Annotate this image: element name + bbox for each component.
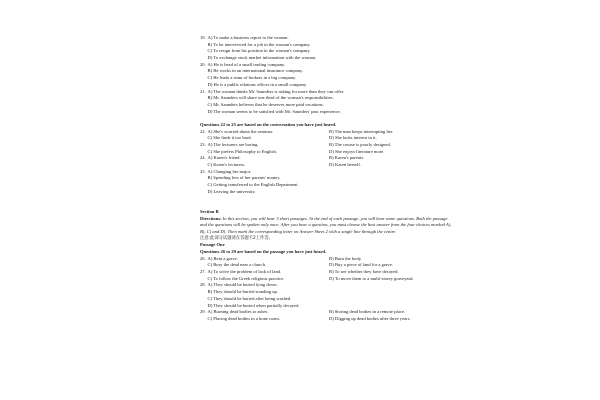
option-d: D) Digging up dead bodies after three years. [329,315,411,321]
section-b-directions [200,216,452,236]
question-19-line-c [200,48,460,55]
question-number: 22. [200,128,206,134]
spacer [200,196,460,203]
option-b: B) Mr. Saunders will share one third of the woman's responsibilities. [207,95,334,101]
question-28-line-d [200,303,460,310]
option-c: C) To follow the Greek religious practice. [207,275,285,281]
question-25-line-a [200,169,460,176]
question-20-line-c [200,75,460,82]
passage-one-title: Passage One [200,242,225,248]
option-c: C) Bury the dead near a church. [207,262,267,268]
question-20-line-b [200,68,460,75]
question-27-row-2 [200,276,460,283]
question-20-line-a [200,62,460,69]
question-number: 24. [200,155,206,161]
option-a: A) Rent a grave. [207,255,238,261]
question-25-line-c [200,182,460,189]
question-19-line-a [200,35,460,42]
exam-page [200,35,460,323]
question-24-row-2 [200,162,460,169]
option-c: C) Placing dead bodies in a bone room. [207,315,280,321]
option-d: D) She enjoys literature more. [329,148,385,154]
question-26-row-1 [200,256,460,263]
option-c: C) To resign from his position in the woman's company. [207,48,311,54]
question-number: 19. [200,35,206,40]
question-24-row-1 [200,155,460,162]
section-b-title: Section B [200,208,219,214]
option-b: B) Burn the body. [329,255,362,261]
question-number: 23. [200,142,206,147]
option-b: B) Storing dead bodies in a remote place. [329,309,406,315]
question-28-line-b [200,289,460,296]
option-d: D) They should be buried when partially decayed. [207,302,300,308]
questions-26-29-heading: Questions 26 to 29 are based on the passage you have just heard. [200,249,327,255]
option-a: A) Changing her major. [207,168,252,174]
option-b: B) To be interviewed for a job in the woman's company. [207,41,311,47]
question-21-line-b [200,95,460,102]
directions-label: Directions: [200,215,222,221]
question-25-line-b [200,175,460,182]
option-a: A) Burning dead bodies to ashes. [207,309,269,315]
question-21-line-c [200,102,460,109]
option-d: D) Buy a piece of land for a grave. [329,262,393,268]
question-number: 25. [200,168,206,174]
option-a: A) She's worried about the seminar. [207,128,274,134]
question-number: 28. [200,282,206,288]
question-28-line-a [200,282,460,289]
chinese-note: 注意:此部分试题请在答题卡2上作答。 [200,235,273,241]
question-23-row-2 [200,149,460,156]
question-number: 29. [200,309,206,315]
option-a: A) They should be buried lying down. [207,282,278,288]
option-d: D) The woman seems to be satisfied with Mr. Saunders' past experience. [207,108,341,114]
question-28-line-c [200,296,460,303]
question-29-row-2 [200,316,460,323]
option-a: A) He is head of a small trading company. [207,61,286,67]
question-number: 27. [200,269,206,275]
question-21-line-d [200,109,460,116]
option-d: D) Leaving the university. [207,188,256,194]
question-27-row-1 [200,269,460,276]
question-25-line-d [200,189,460,196]
question-19-line-b [200,42,460,49]
option-b: B) Spending less of her parents' money. [207,175,281,181]
question-20-line-d [200,82,460,89]
option-c: C) They should be buried after being washed. [207,295,292,301]
option-b: B) The man keeps interrupting her. [329,128,394,134]
option-c: C) Karen's lecturers. [207,162,246,168]
option-b: B) To see whether they have decayed. [329,269,399,275]
option-d: D) To exchange stock market information with the woman. [207,55,317,61]
option-b: B) The course is poorly designed. [329,142,391,147]
option-d: D) Karen herself. [329,162,362,168]
option-a: A) Karen's friend. [207,155,241,161]
option-c: C) Getting transferred to the English Department. [207,182,299,188]
question-22-row-1 [200,129,460,136]
option-a: A) The woman thinks Mr. Saunders is asking for more than they can offer. [207,88,345,94]
option-c: C) She prefers Philosophy to English. [207,148,277,154]
option-a: A) To solve the problem of lack of land. [207,269,282,275]
option-b: B) They should be buried standing up. [207,289,278,295]
option-b: B) He works in an international insurance company. [207,68,304,74]
question-29-row-1 [200,309,460,316]
spacer [200,202,460,209]
question-22-row-2 [200,135,460,142]
question-number: 21. [200,88,206,94]
option-d: D) She lacks interest in it. [329,135,377,141]
option-d: D) He is a public relations officer in a small company. [207,81,308,87]
question-26-row-2 [200,262,460,269]
questions-22-25-heading: Questions 22 to 25 are based on the conversation you have just heard. [200,121,337,127]
question-21-line-a [200,89,460,96]
question-23-row-1 [200,142,460,149]
option-a: A) To make a business report to the woman. [207,35,289,40]
option-c: C) She finds it too hard. [207,135,252,141]
option-c: C) Mr. Saunders believes that he deserves more paid vacations. [207,101,324,107]
directions-text: In this section, you will hear 3 short passages. At the end of each passage, you will hear some questions. Both the passage and the questions will be spoken only once. After you hear a question, you must choose the best answer from the four choices marked A), B), C) and D). Then mark the corresponding letter on Answer Sheet 2 with a single line through the centre. [200,215,452,234]
question-number: 26. [200,255,206,261]
question-number: 20. [200,61,206,67]
option-c: C) He leads a team of brokers in a big company. [207,75,297,81]
option-d: D) To move them to a multi-storey graveyard. [329,275,414,281]
question-19-line-d [200,55,460,62]
option-a: A) The lecturers are boring. [207,142,259,147]
option-b: B) Karen's parents. [329,155,365,161]
spacer [200,115,460,122]
